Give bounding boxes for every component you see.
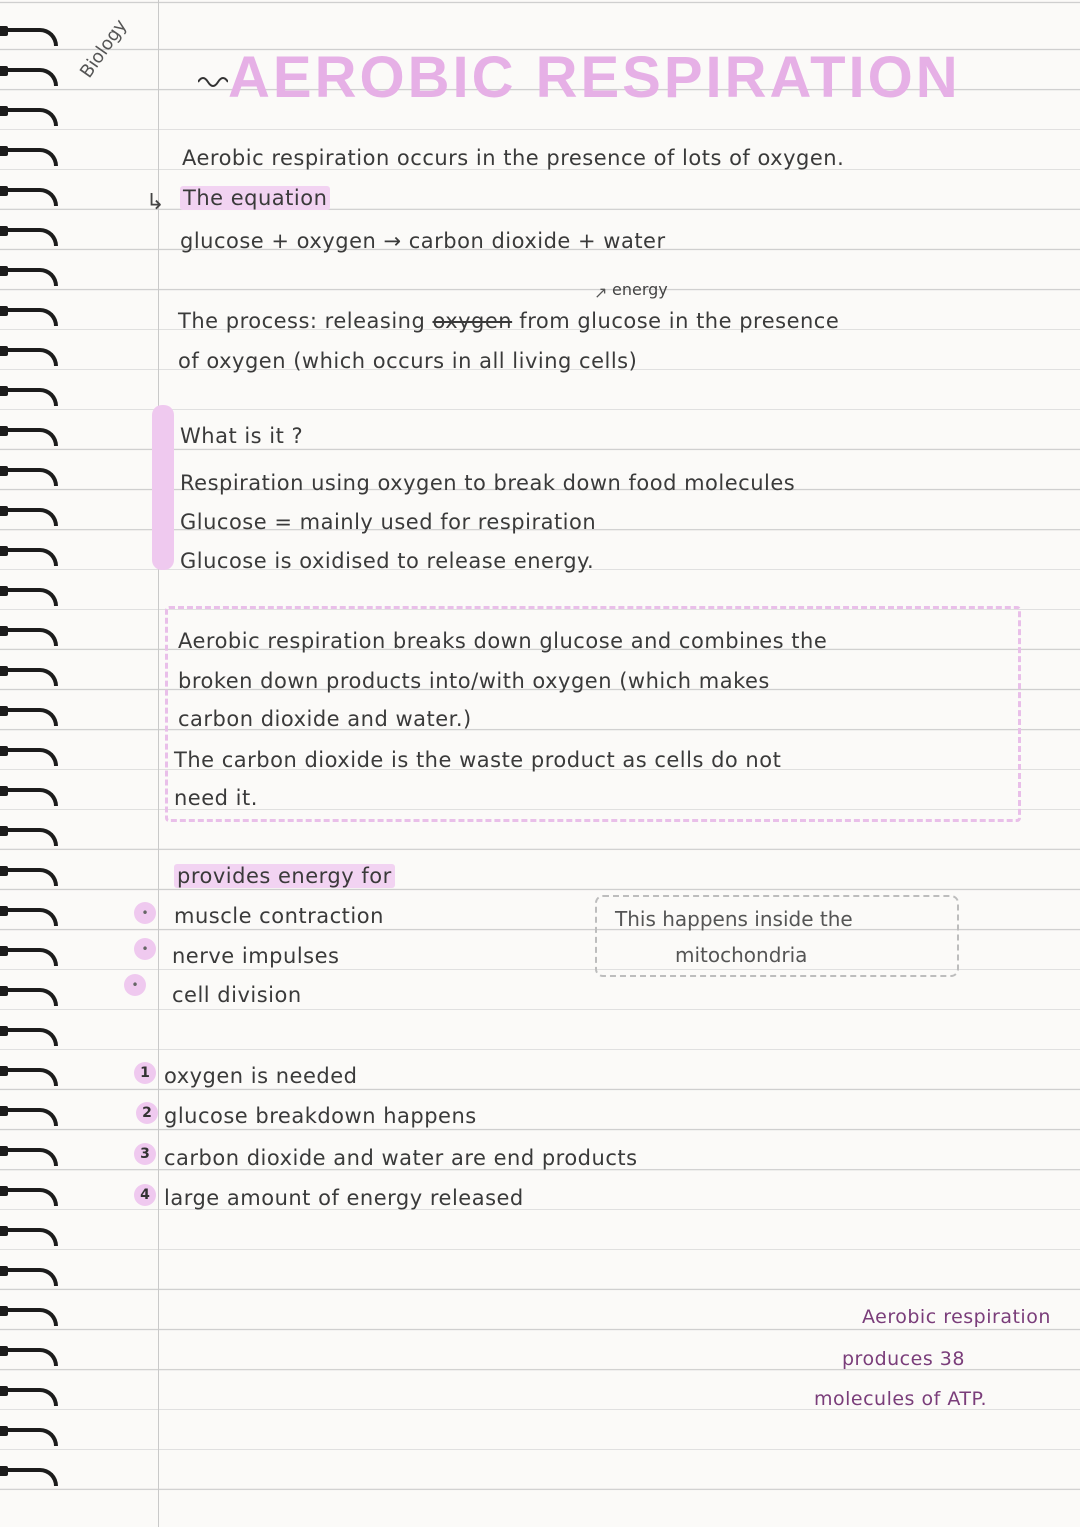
binding-ring: [4, 508, 58, 526]
numbered-item: large amount of energy released: [164, 1186, 524, 1210]
equation-energy: energy: [612, 280, 668, 299]
number-badge: 4: [134, 1184, 156, 1206]
bullet-dot: •: [124, 974, 146, 996]
binding-ring: [4, 1228, 58, 1246]
breakdown-line: Aerobic respiration breaks down glucose and combines the: [178, 629, 828, 653]
binding-ring: [4, 948, 58, 966]
atp-note-line: molecules of ATP.: [814, 1388, 988, 1410]
binding-ring: [4, 228, 58, 246]
binding-ring: [4, 1468, 58, 1486]
binding-ring: [4, 1188, 58, 1206]
equation-text: glucose + oxygen → carbon dioxide + water: [180, 229, 666, 253]
highlight-bracket: [152, 405, 174, 570]
breakdown-line: The carbon dioxide is the waste product as cells do not: [174, 748, 782, 772]
page-title: AEROBIC RESPIRATION: [228, 45, 961, 110]
binding-ring: [4, 388, 58, 406]
binding-ring: [4, 628, 58, 646]
binding-ring: [4, 548, 58, 566]
binding-ring: [4, 28, 58, 46]
binding-ring: [4, 348, 58, 366]
binding-ring: [4, 108, 58, 126]
number-badge: 1: [134, 1062, 156, 1084]
binding-ring: [4, 908, 58, 926]
binding-ring: [4, 748, 58, 766]
squiggle-decoration: [198, 70, 228, 90]
breakdown-line: broken down products into/with oxygen (which makes: [178, 669, 770, 693]
binding-ring: [4, 188, 58, 206]
binding-ring: [4, 1348, 58, 1366]
numbered-item: glucose breakdown happens: [164, 1104, 477, 1128]
number-badge: 2: [136, 1102, 158, 1124]
binding-ring: [4, 1148, 58, 1166]
binding-ring: [4, 1428, 58, 1446]
what-heading: What is it ?: [180, 424, 304, 448]
binding-ring: [4, 828, 58, 846]
provides-item: muscle contraction: [174, 904, 384, 928]
process-line-2: of oxygen (which occurs in all living cells): [178, 349, 638, 373]
numbered-item: carbon dioxide and water are end products: [164, 1146, 638, 1170]
binding-ring: [4, 1268, 58, 1286]
binding-ring: [4, 1388, 58, 1406]
binding-ring: [4, 468, 58, 486]
margin-line: [158, 0, 159, 1527]
what-line: Respiration using oxygen to break down food molecules: [180, 471, 796, 495]
binding-ring: [4, 1068, 58, 1086]
arrow-icon: ↗: [594, 283, 608, 302]
mito-line-1: This happens inside the: [615, 907, 853, 931]
binding-ring: [4, 668, 58, 686]
numbered-item: oxygen is needed: [164, 1064, 358, 1088]
arrow-icon: ↳: [146, 190, 165, 215]
binding-ring: [4, 1308, 58, 1326]
binding-ring: [4, 1028, 58, 1046]
number-badge: 3: [134, 1143, 156, 1165]
atp-note-line: Aerobic respiration: [862, 1306, 1051, 1328]
subject-label: Biology: [76, 15, 132, 83]
bullet-dot: •: [134, 938, 156, 960]
binding-ring: [4, 1108, 58, 1126]
provides-heading: provides energy for: [174, 864, 395, 888]
mitochondria-note: [595, 895, 959, 977]
binding-ring: [4, 988, 58, 1006]
binding-ring: [4, 68, 58, 86]
mito-line-2: mitochondria: [675, 943, 808, 967]
provides-item: cell division: [172, 983, 302, 1007]
provides-item: nerve impulses: [172, 944, 340, 968]
binding-ring: [4, 308, 58, 326]
atp-note-line: produces 38: [842, 1348, 965, 1370]
equation-label: The equation: [180, 186, 330, 210]
breakdown-line: carbon dioxide and water.): [178, 707, 472, 731]
spiral-binding: [0, 0, 60, 1527]
binding-ring: [4, 868, 58, 886]
intro-text: Aerobic respiration occurs in the presence of lots of oxygen.: [182, 146, 845, 170]
binding-ring: [4, 588, 58, 606]
what-line: Glucose is oxidised to release energy.: [180, 549, 595, 573]
binding-ring: [4, 428, 58, 446]
bullet-dot: •: [134, 902, 156, 924]
process-line-1: The process: releasing oxygen from glucose in the presence: [178, 309, 840, 333]
binding-ring: [4, 148, 58, 166]
binding-ring: [4, 788, 58, 806]
breakdown-line: need it.: [174, 786, 258, 810]
binding-ring: [4, 268, 58, 286]
binding-ring: [4, 708, 58, 726]
what-line: Glucose = mainly used for respiration: [180, 510, 597, 534]
